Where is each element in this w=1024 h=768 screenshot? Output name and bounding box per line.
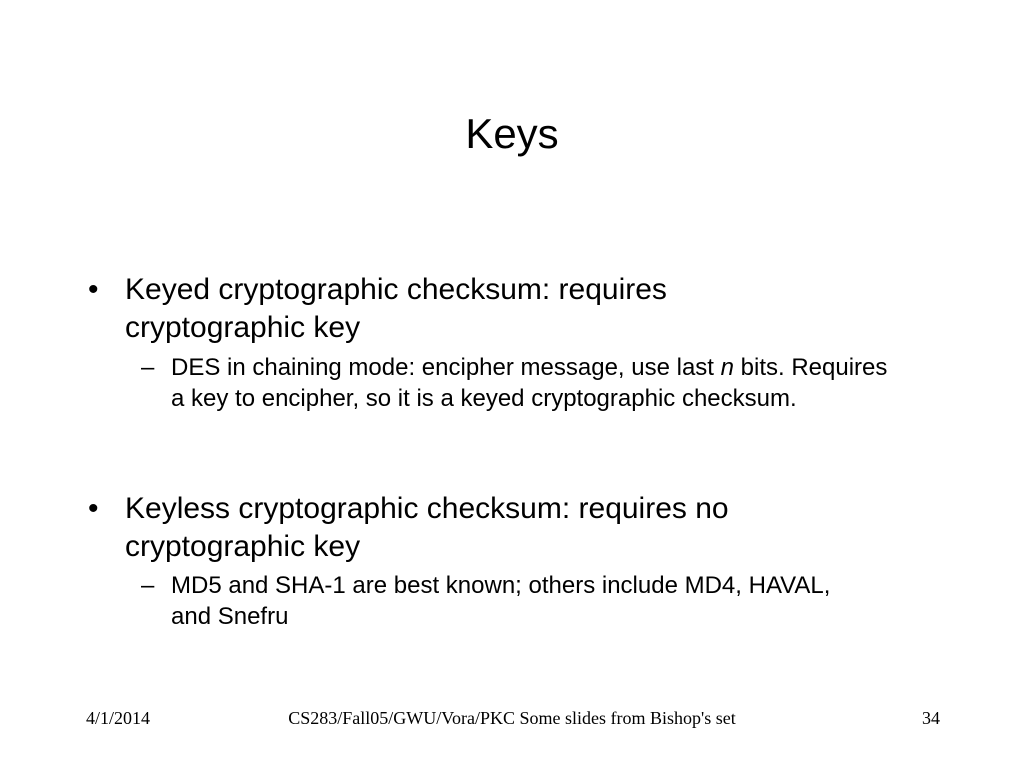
bullet-marker: •	[88, 492, 99, 525]
bullet-text-keyless: Keyless cryptographic checksum: requires no cryptographic key	[125, 492, 729, 563]
sub-bullet-text-des	[171, 352, 906, 414]
sub-text-before: DES in chaining mode: encipher message, use last	[171, 354, 721, 381]
footer-date: 4/1/2014	[86, 708, 151, 728]
slide-title: Keys	[465, 110, 559, 157]
footer-center-text: CS283/Fall05/GWU/Vora/PKC Some slides from Bishop's set	[288, 708, 736, 728]
footer-page-number: 34	[922, 708, 940, 728]
sub-text-italic: n	[720, 354, 734, 381]
bullet-marker: •	[88, 273, 99, 306]
sub-bullet-text-md5: MD5 and SHA-1 are best known; others include MD4, HAVAL, and Snefru	[171, 572, 831, 630]
sub-text-after: bits. Requires a key to encipher, so it is a keyed cryptographic checksum.	[171, 354, 888, 412]
sub-bullet-marker: –	[141, 572, 155, 599]
bullet-text-keyed: Keyed cryptographic checksum: requires cryptographic key	[125, 273, 667, 344]
sub-bullet-marker: –	[141, 354, 155, 381]
